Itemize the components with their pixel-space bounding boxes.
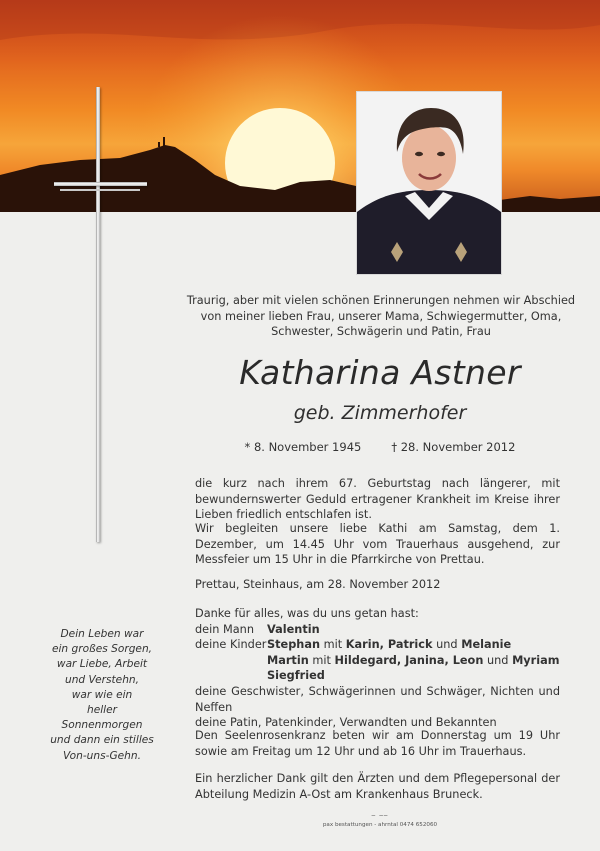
husband-name: Valentin [267,622,320,636]
poem-line: war wie ein [71,688,133,701]
undertaker-logo: ‾ ‾‾ [371,815,389,823]
cross-horizontal-shadow [60,189,140,191]
undertaker-text: pax bestattungen - ahrntal 0474 652060 [322,822,438,828]
rosary-text: Den Seelenrosenkranz beten wir am Donnerstag um 19 Uhr sowie am Freitag um 12 Uhr und ab 16 Uhr im Trauerhaus. [195,729,560,758]
poem-line: war Liebe, Arbeit [56,658,148,671]
family-row-child3 [195,668,560,684]
poem-line: Dein Leben war [60,628,144,640]
deceased-name: Katharina Astner [239,353,521,392]
child-name: Siegfried [267,669,325,683]
poem-line: Von-uns-Gehn. [63,749,141,762]
portrait-illustration [357,92,501,274]
grandchild-name: Melanie [461,638,512,652]
thanks-intro: Danke für alles, was du uns getan hast: [195,607,419,620]
family-section [195,606,560,731]
cross-horizontal-bar [54,182,147,186]
child-name: Stephan [267,638,320,652]
place-date: Prettau, Steinhaus, am 28. November 2012 [195,578,441,591]
death-date: † 28. November 2012 [391,440,516,454]
cross-vertical-bar [96,87,100,542]
sunset-banner [0,0,600,212]
poem-line: heller [87,704,117,717]
grandchild-name: Myriam [512,653,560,667]
godchildren-line: deine Patin, Patenkinder, Verwandten und Bekannten [195,716,497,730]
child-name: Martin [267,653,309,667]
siblings-line: deine Geschwister, Schwägerinnen und Schwäger, Nichten und Neffen [195,684,560,714]
maiden-name: geb. Zimmerhofer [293,402,467,424]
portrait-photo [356,91,502,275]
poem-line: ein großes Sorgen, [51,643,153,656]
family-row-children: deine Kinder Stephan mit Karin, Patrick und Melanie [195,638,512,652]
memorial-poem [42,627,162,764]
gratitude-text: Ein herzlicher Dank gilt den Ärzten und dem Pflegepersonal der Abteilung Medizin A-Ost am Krankenhaus Bruneck. [195,772,560,801]
husband-label: dein Mann [195,622,254,636]
poem-line: Sonnenmorgen [61,719,143,732]
poem-line: und Verstehn, [64,673,139,686]
children-label: deine Kinder [195,638,267,652]
grandchildren-names: Karin, Patrick [345,638,433,652]
poem-line: und dann ein stilles [50,734,154,747]
family-row-child2: Martin mit Hildegard, Janina, Leon und Myriam [267,653,560,667]
undertaker-footer [320,816,440,828]
birth-date: * 8. November 1945 [244,440,362,454]
life-dates [190,440,570,454]
sunset-illustration [0,0,600,212]
family-row-husband [195,622,560,638]
funeral-text: Wir begleiten unsere liebe Kathi am Samstag, dem 1. Dezember, um 14.45 Uhr vom Trauerhaus ausgehend, zur Messfeier um 15 Uhr in die Pfarrkirche von Prettau. [195,522,560,567]
grandchildren-names: Hildegard, Janina, Leon [334,653,484,667]
passing-text: die kurz nach ihrem 67. Geburtstag nach längerer, mit bewundernswerter Geduld ertragener Krankheit im Kreise ihrer Lieben friedlich entschlafen ist. [195,477,560,522]
intro-text: Traurig, aber mit vielen schönen Erinnerungen nehmen wir Abschied von meiner lieben Frau, unserer Mama, Schwiegermutter, Oma, Schwester, Schwägerin und Patin, Frau [186,294,576,338]
